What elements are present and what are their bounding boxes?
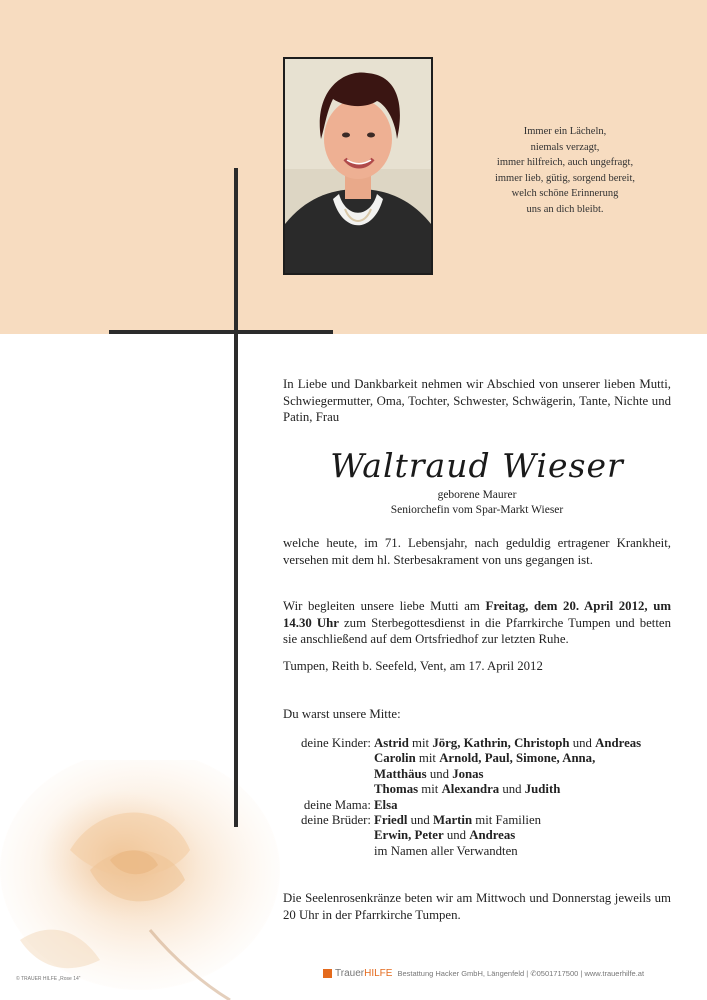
poem-line: welch schöne Erinnerung bbox=[511, 188, 619, 199]
cross-vertical-bar bbox=[234, 168, 238, 827]
brothers-label: deine Brüder: bbox=[300, 813, 371, 828]
rose-decoration bbox=[0, 760, 300, 1000]
poem bbox=[470, 124, 660, 217]
funeral-text-1: Wir begleiten unsere liebe Mutti am bbox=[283, 599, 486, 613]
trauerhilfe-logo-icon bbox=[323, 969, 332, 978]
children-label: deine Kinder: bbox=[300, 736, 371, 750]
children-line-3: Matthäus und Jonas bbox=[374, 766, 484, 781]
poem-line: niemals verzagt, bbox=[530, 141, 600, 153]
death-paragraph: welche heute, im 71. Lebensjahr, nach geduldig ertragener Krankheit, versehen mit dem hl. Sterbesakrament von uns gegangen ist. bbox=[283, 536, 671, 567]
family-list bbox=[283, 736, 683, 859]
separator: | bbox=[578, 969, 585, 978]
phone-number: 0501717500 bbox=[536, 969, 579, 978]
family-row bbox=[283, 828, 683, 843]
children-line-4: Thomas mit Alexandra und Judith bbox=[374, 782, 561, 797]
funeral-date: Freitag, dem 20. April 2012, bbox=[485, 599, 648, 613]
footer bbox=[323, 968, 644, 979]
family-row bbox=[283, 844, 683, 859]
family-row bbox=[283, 751, 683, 766]
deceased-role: Seniorchefin vom Spar-Markt Wieser bbox=[390, 504, 564, 516]
cross-horizontal-bar bbox=[109, 330, 333, 334]
design-credit: © TRAUER HILFE „Rose 14“ bbox=[16, 976, 81, 982]
brothers-line-2: Erwin, Peter und Andreas bbox=[374, 828, 516, 843]
middle-heading: Du warst unsere Mitte: bbox=[283, 707, 401, 721]
website-link[interactable]: www.trauerhilfe.at bbox=[584, 969, 645, 978]
mother-line: Elsa bbox=[374, 797, 398, 812]
brand-name: TrauerHILFE bbox=[335, 968, 393, 979]
family-row-mother bbox=[283, 798, 683, 813]
separator: | bbox=[524, 969, 531, 978]
funeral-time: um 14.30 Uhr bbox=[283, 599, 672, 630]
portrait-illustration bbox=[285, 59, 431, 273]
family-row-brothers bbox=[283, 813, 683, 828]
portrait-photo bbox=[283, 57, 433, 275]
place-date: Tumpen, Reith b. Seefeld, Vent, am 17. April 2012 bbox=[283, 659, 543, 673]
phone-icon: ✆ bbox=[530, 969, 537, 978]
family-row-children bbox=[283, 736, 683, 751]
rosary-paragraph: Die Seelenrosenkränze beten wir am Mittwoch und Donnerstag jeweils um 20 Uhr in der Pfarrkirche Tumpen. bbox=[283, 891, 671, 922]
relatives-line: im Namen aller Verwandten bbox=[374, 843, 518, 858]
family-row bbox=[283, 782, 683, 797]
intro-paragraph: In Liebe und Dankbarkeit nehmen wir Abschied von unserer lieben Mutti, Schwiegermutter, Oma, Tochter, Schwester, Schwägerin, Tante, Nichte und Patin, Frau bbox=[283, 377, 671, 424]
mother-label: deine Mama: bbox=[303, 797, 371, 812]
funeral-paragraph bbox=[283, 598, 671, 648]
company-name: Bestattung Hacker GmbH, Längenfeld bbox=[397, 969, 525, 978]
poem-line: Immer ein Lächeln, bbox=[523, 126, 607, 137]
poem-line: uns an dich bleibt. bbox=[526, 203, 604, 215]
funeral-text-2: zum Sterbegottesdienst in die Pfarrkirche Tumpen und betten sie anschließend auf dem Ortsfriedhof zur letzten Ruhe. bbox=[283, 615, 672, 646]
deceased-name: Waltraud Wieser bbox=[330, 446, 624, 485]
poem-line: immer hilfreich, auch ungefragt, bbox=[496, 157, 634, 168]
children-line-1: Astrid mit Jörg, Kathrin, Christoph und Andreas bbox=[374, 736, 642, 750]
poem-line: immer lieb, gütig, sorgend bereit, bbox=[494, 172, 636, 184]
brothers-line-1: Friedl und Martin mit Familien bbox=[374, 813, 542, 828]
children-line-2: Carolin mit Arnold, Paul, Simone, Anna, bbox=[374, 751, 596, 766]
maiden-name: geborene Maurer bbox=[437, 489, 517, 501]
family-row bbox=[283, 767, 683, 782]
